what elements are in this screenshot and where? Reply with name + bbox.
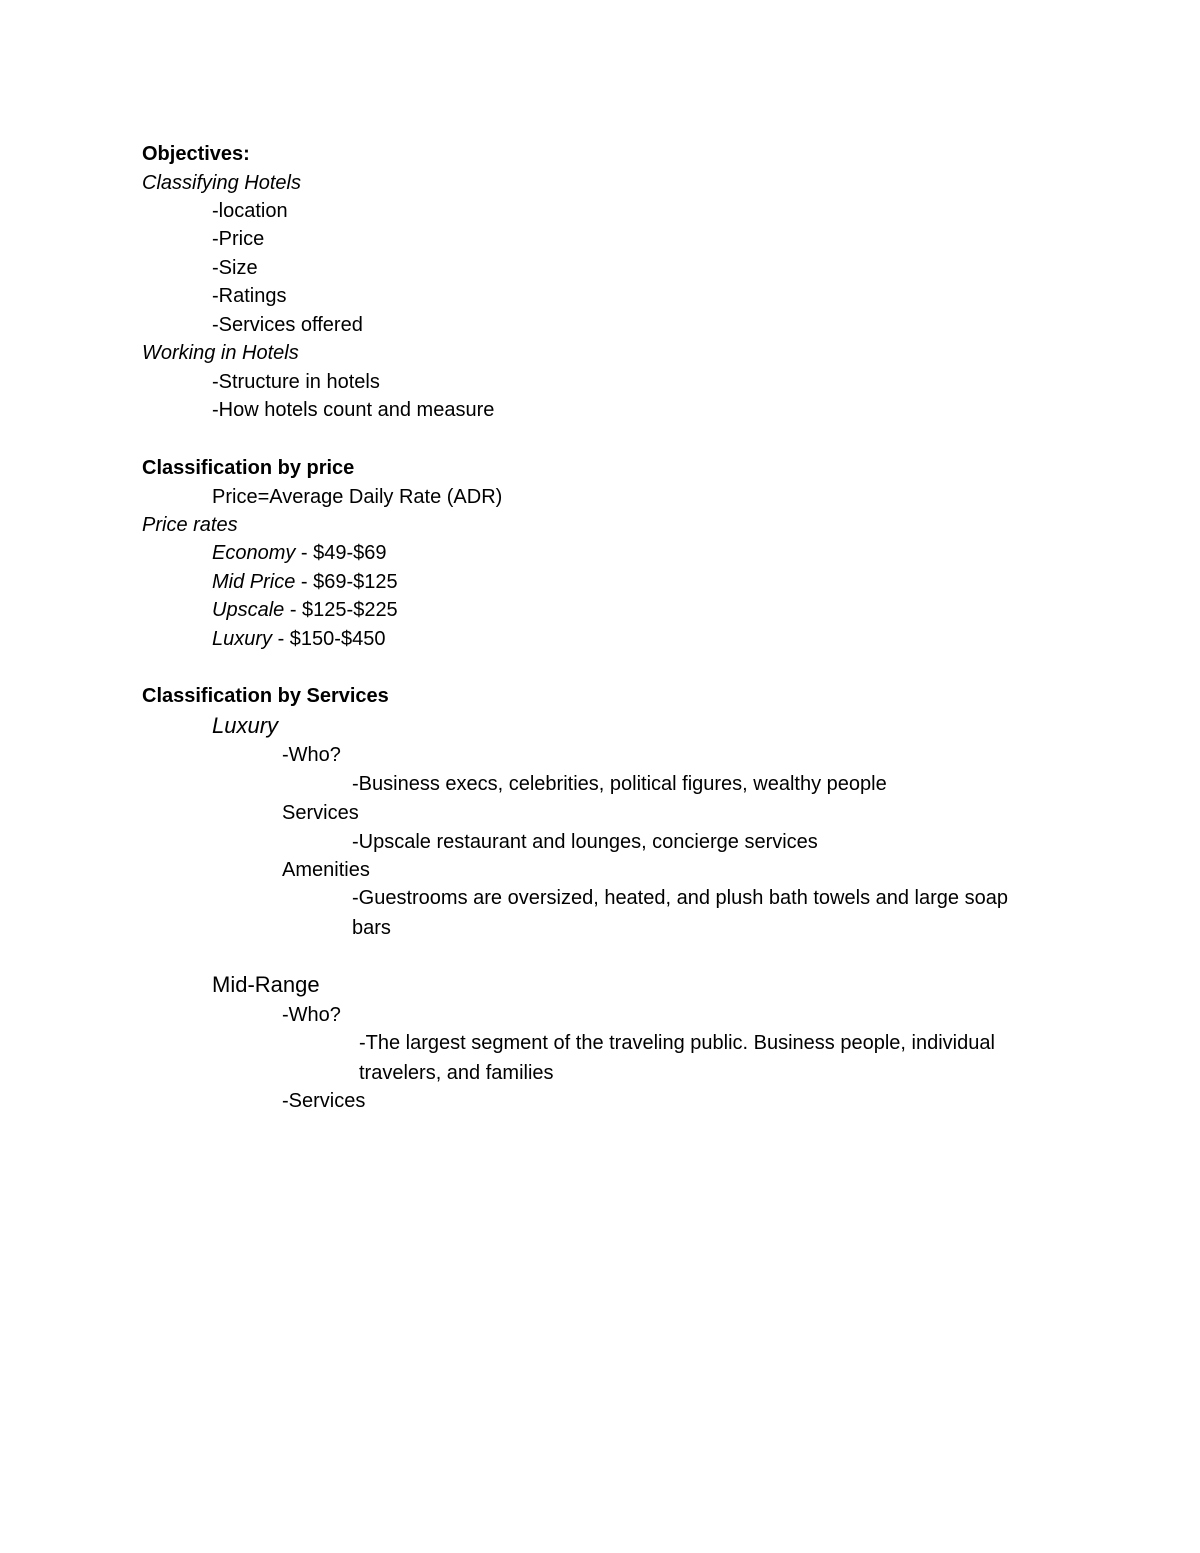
- rate-range: - $150-$450: [272, 628, 386, 650]
- price-rate-row: [212, 541, 387, 565]
- list-item: -Ratings: [212, 285, 287, 307]
- services-heading: Classification by Services: [142, 685, 389, 707]
- luxury-services-label: Services: [282, 802, 359, 824]
- rate-range: - $125-$225: [284, 599, 398, 621]
- list-item: -Structure in hotels: [212, 371, 380, 393]
- working-in-hotels-title: Working in Hotels: [142, 342, 299, 364]
- list-item: -location: [212, 200, 288, 222]
- mid-range-who-label: -Who?: [282, 1004, 341, 1026]
- mid-range-title: Mid-Range: [212, 972, 320, 997]
- mid-range-services-label: -Services: [282, 1090, 366, 1112]
- classifying-hotels-title: Classifying Hotels: [142, 172, 301, 194]
- luxury-who-text: -Business execs, celebrities, political figures, wealthy people: [352, 773, 887, 795]
- price-rate-row: [212, 598, 398, 622]
- price-rate-row: [212, 627, 385, 651]
- list-item: -Services offered: [212, 314, 363, 336]
- price-rate-row: [212, 570, 398, 594]
- price-rates-title: Price rates: [142, 514, 238, 536]
- list-item: -How hotels count and measure: [212, 399, 495, 421]
- luxury-who-label: -Who?: [282, 744, 341, 766]
- luxury-amenities-text: -Guestrooms are oversized, heated, and plush bath towels and large soap bars: [352, 887, 1008, 939]
- mid-range-who-text: -The largest segment of the traveling public. Business people, individual travelers, and families: [359, 1032, 995, 1084]
- rate-range: - $49-$69: [295, 542, 387, 564]
- luxury-amenities-label: Amenities: [282, 859, 370, 881]
- luxury-title: Luxury: [212, 713, 279, 738]
- rate-range: - $69-$125: [295, 571, 398, 593]
- rate-name: Upscale: [212, 599, 285, 621]
- objectives-heading: Objectives:: [142, 143, 250, 165]
- list-item: -Price: [212, 228, 265, 250]
- price-definition: Price=Average Daily Rate (ADR): [212, 486, 503, 508]
- rate-name: Luxury: [212, 628, 273, 650]
- rate-name: Mid Price: [212, 571, 296, 593]
- price-heading: Classification by price: [142, 457, 355, 479]
- rate-name: Economy: [212, 542, 296, 564]
- luxury-services-text: -Upscale restaurant and lounges, concierge services: [352, 831, 818, 853]
- list-item: -Size: [212, 257, 258, 279]
